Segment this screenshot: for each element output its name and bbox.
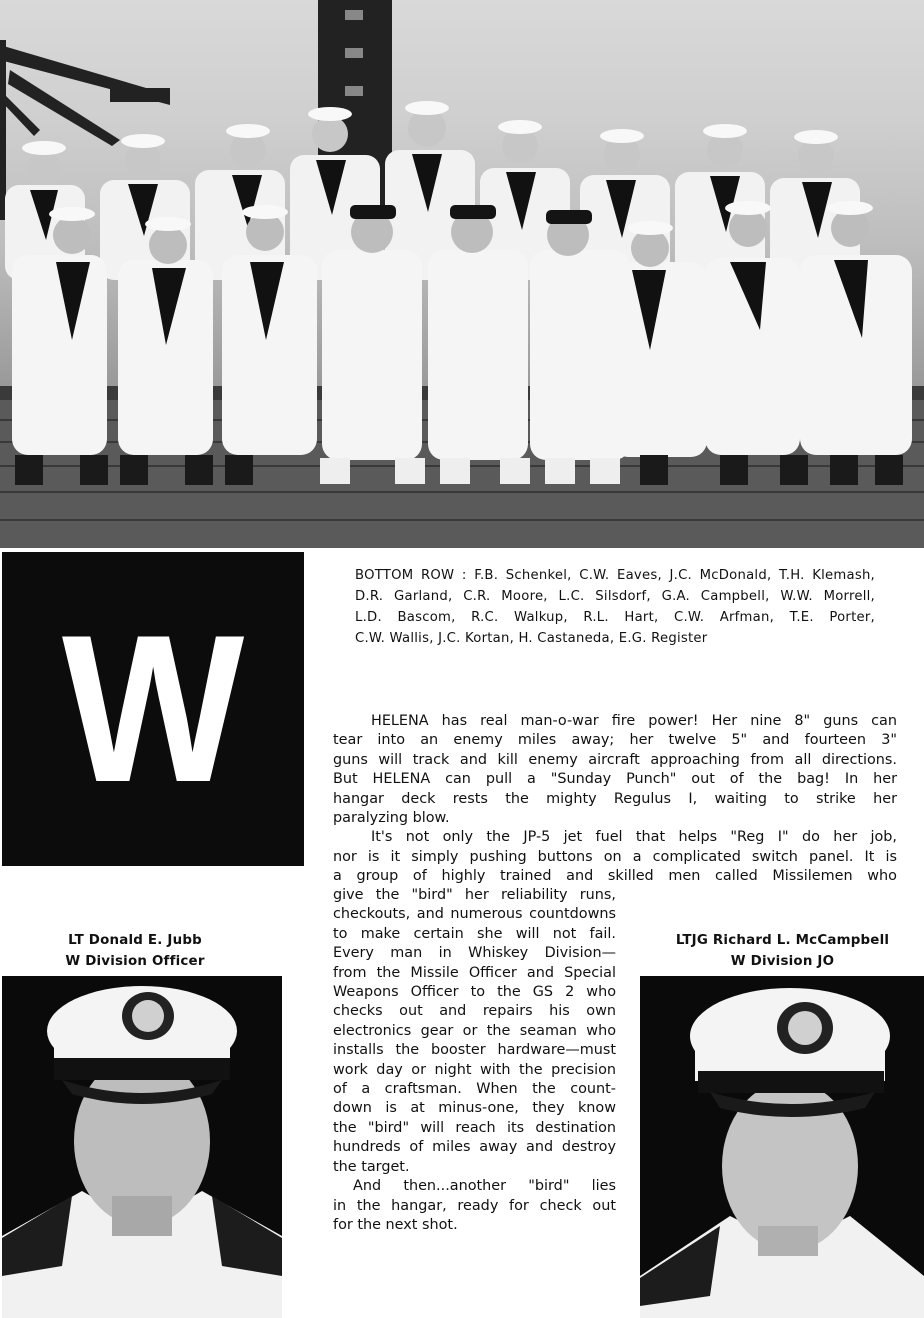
body-line: tear into an enemy miles away; her twelve 5" and fourteen 3" (333, 732, 897, 749)
body-line: down is at minus-one, they know (333, 1100, 616, 1117)
caption-line: D.R. Garland, C.R. Moore, L.C. Silsdorf, G.A. Campbell, W.W. Morrell, (355, 589, 875, 604)
body-line: in the hangar, ready for check out (333, 1197, 616, 1214)
body-line: HELENA has real man-o-war fire power! Her nine 8" guns can (371, 713, 897, 729)
body-line: nor is it simply pushing buttons on a complicated switch panel. It is (333, 848, 897, 865)
officer-portrait-right (640, 976, 924, 1318)
officer-name: LT Donald E. Jubb (68, 933, 202, 948)
body-line: the "bird" will reach its destination (333, 1119, 616, 1136)
officer-caption-left (40, 930, 230, 972)
body-line: work day or night with the precision (333, 1061, 616, 1078)
body-line: of a craftsman. When the count- (333, 1081, 616, 1098)
body-line: installs the booster hardware—must (333, 1042, 616, 1059)
body-line: from the Missile Officer and Special (333, 964, 616, 981)
body-line: Every man in Whiskey Division— (333, 945, 616, 962)
body-line: Weapons Officer to the GS 2 who (333, 984, 616, 1001)
caption-line: C.W. Wallis, J.C. Kortan, H. Castaneda, E.G. Register (355, 631, 708, 646)
body-line: for the next shot. (333, 1216, 458, 1233)
body-line: hangar deck rests the mighty Regulus I, waiting to strike her (333, 790, 897, 807)
group-photo (0, 0, 924, 548)
body-line: paralyzing blow. (333, 810, 450, 827)
officer-portrait-left (2, 976, 282, 1318)
body-line: electronics gear or the seaman who (333, 1022, 616, 1039)
body-line: It's not only the JP-5 jet fuel that helps "Reg I" do her job, (371, 829, 897, 846)
officer-name: LTJG Richard L. McCampbell (675, 933, 890, 948)
body-line: to make certain she will not fail. (333, 925, 616, 942)
body-line: a group of highly trained and skilled men called Missilemen who (333, 868, 897, 885)
body-text-narrow (333, 886, 616, 1235)
body-line: hundreds of miles away and destroy (333, 1139, 616, 1156)
section-letter-block (2, 552, 304, 866)
body-line: guns will track and kill enemy aircraft approaching from all directions. (333, 751, 897, 768)
body-line: give the "bird" her reliability runs, (333, 887, 616, 903)
body-text-wide (333, 712, 897, 887)
caption-line: L.D. Bascom, R.C. Walkup, R.L. Hart, C.W. Arfman, T.E. Porter, (355, 610, 875, 625)
body-line: checks out and repairs his own (333, 1003, 616, 1020)
body-line: But HELENA can pull a "Sunday Punch" out of the bag! In her (333, 771, 897, 788)
photo-caption (355, 565, 875, 649)
officer-caption-right (655, 930, 910, 972)
body-line: checkouts, and numerous countdowns (333, 906, 616, 923)
body-line: the target. (333, 1158, 410, 1175)
officer-title: W Division Officer (65, 954, 205, 969)
caption-line: BOTTOM ROW : F.B. Schenkel, C.W. Eaves, J.C. McDonald, T.H. Klemash, (355, 568, 875, 583)
officer-title: W Division JO (730, 954, 835, 969)
section-letter: W (61, 591, 245, 826)
body-line: And then...another "bird" lies (353, 1178, 616, 1195)
